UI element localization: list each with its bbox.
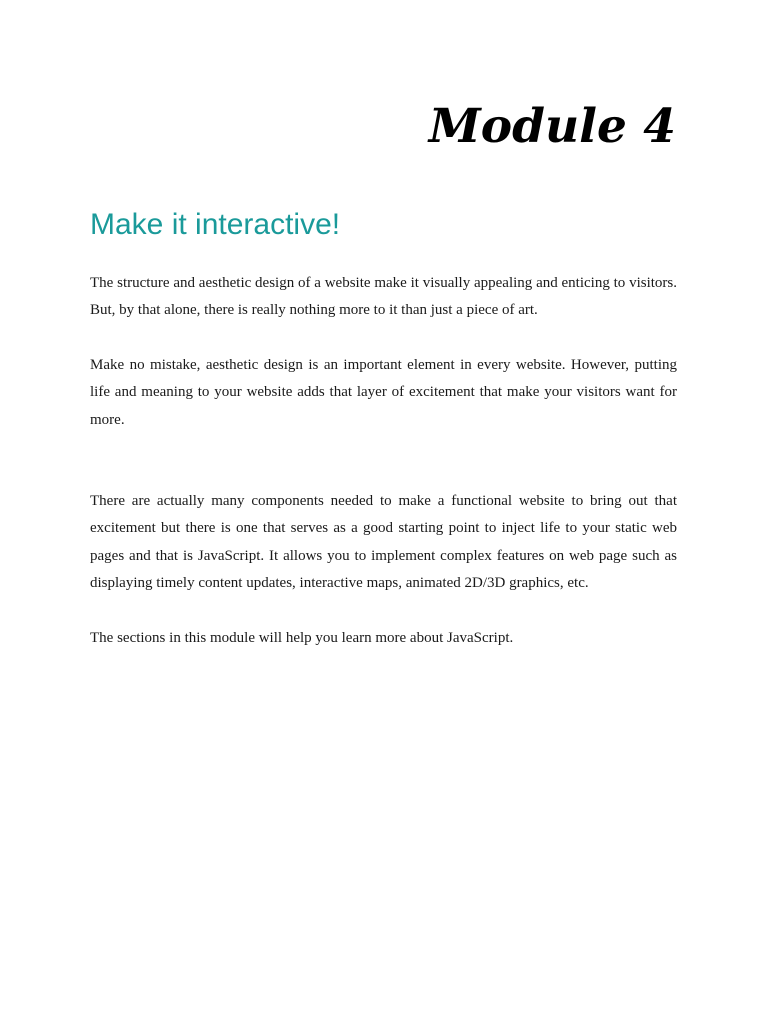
module-sections-paragraph: The sections in this module will help you learn more about JavaScript. (90, 630, 514, 646)
design-importance-paragraph: Make no mistake, aesthetic design is an important element in every website. However, putting life and meaning to your website adds that layer of excitement that make your visitors want for more. (90, 357, 677, 428)
javascript-paragraph: There are actually many components needed to make a functional website to bring out that excitement but there is one that serves as a good starting point to inject life to your static web pages and that is JavaScript. It allows you to implement complex features on web page such as displaying timely content updates, interactive maps, animated 2D/3D graphics, etc. (90, 493, 677, 592)
module-title: Module 4 (428, 99, 676, 154)
intro-paragraph: The structure and aesthetic design of a website make it visually appealing and enticing to visitors. But, by that alone, there is really nothing more to it than just a piece of art. (90, 275, 677, 319)
section-heading: Make it interactive! (90, 208, 341, 241)
